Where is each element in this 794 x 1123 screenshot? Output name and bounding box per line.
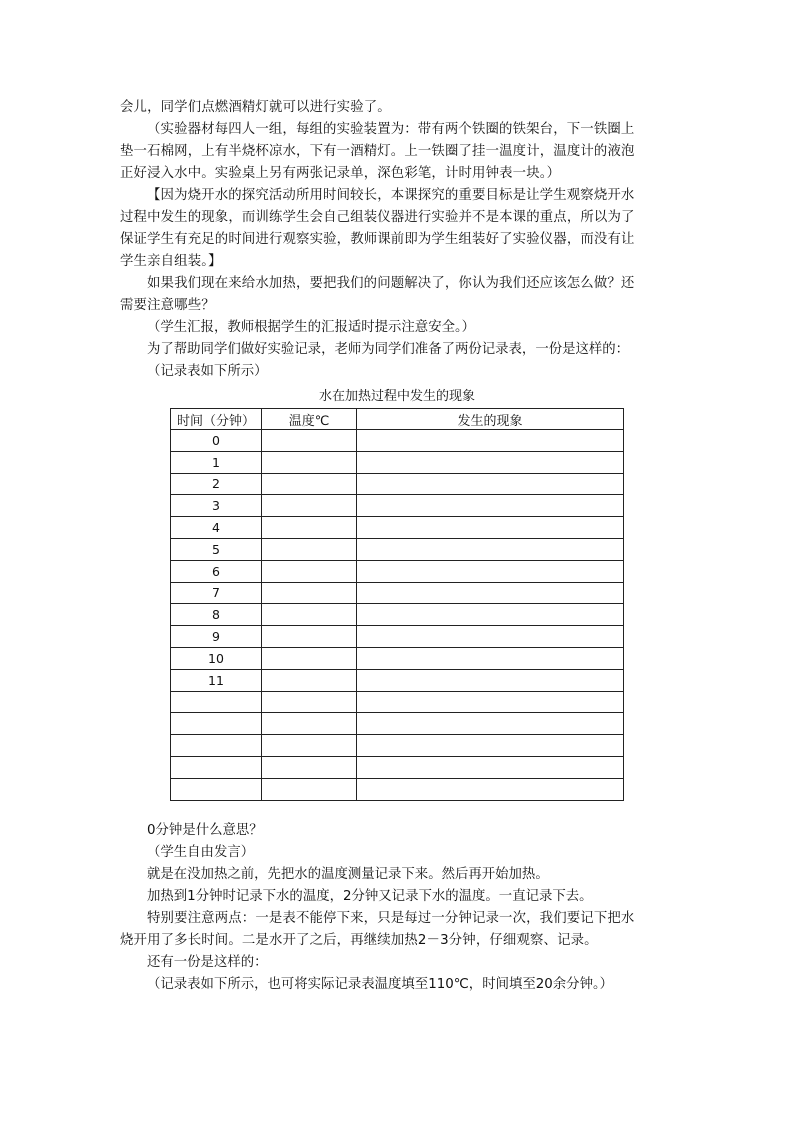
phenomenon-cell bbox=[357, 451, 624, 473]
table-row bbox=[171, 517, 624, 539]
paragraph-student-report: （学生汇报，教师根据学生的汇报适时提示注意安全。） bbox=[147, 320, 476, 335]
temperature-cell bbox=[262, 691, 357, 713]
paragraph-equipment: （实验器材每四人一组，每组的实验装置为：带有两个铁圈的铁架台，下一铁圈上垫一石棉网，上有半烧杯凉水，下有一酒精灯。上一铁圈了挂一温度计，温度计的液泡正好浸入水中。实验桌上另有两张记录单，深色彩笔，计时用钟表一块。） bbox=[120, 122, 635, 181]
time-cell bbox=[171, 778, 262, 800]
time-cell: 9 bbox=[171, 626, 262, 648]
table-row bbox=[171, 451, 624, 473]
time-cell: 1 bbox=[171, 451, 262, 473]
temperature-cell bbox=[262, 647, 357, 669]
time-cell bbox=[171, 713, 262, 735]
header-time: 时间（分钟） bbox=[171, 409, 262, 430]
time-cell: 8 bbox=[171, 604, 262, 626]
phenomenon-cell bbox=[357, 626, 624, 648]
time-cell bbox=[171, 756, 262, 778]
phenomenon-cell bbox=[357, 495, 624, 517]
table-header-row bbox=[171, 409, 624, 430]
paragraph-record-intro: 为了帮助同学们做好实验记录，老师为同学们准备了两份记录表，一份是这样的： bbox=[147, 342, 630, 357]
table-row bbox=[171, 430, 624, 452]
temperature-cell bbox=[262, 451, 357, 473]
time-cell bbox=[171, 735, 262, 757]
table-row bbox=[171, 735, 624, 757]
another-table-intro: 还有一份是这样的： bbox=[147, 955, 268, 970]
phenomenon-cell bbox=[357, 647, 624, 669]
time-cell: 5 bbox=[171, 538, 262, 560]
temperature-cell bbox=[262, 473, 357, 495]
phenomenon-cell bbox=[357, 560, 624, 582]
header-temperature: 温度℃ bbox=[262, 409, 357, 430]
time-cell: 2 bbox=[171, 473, 262, 495]
phenomenon-cell bbox=[357, 713, 624, 735]
answer-record-each-minute: 加热到1分钟时记录下水的温度，2分钟又记录下水的温度。一直记录下去。 bbox=[147, 889, 593, 904]
temperature-cell bbox=[262, 560, 357, 582]
phenomenon-cell bbox=[357, 735, 624, 757]
table-row bbox=[171, 560, 624, 582]
temperature-cell bbox=[262, 778, 357, 800]
time-cell: 0 bbox=[171, 430, 262, 452]
table-row bbox=[171, 756, 624, 778]
table-row bbox=[171, 626, 624, 648]
header-phenomenon: 发生的现象 bbox=[357, 409, 624, 430]
phenomenon-cell bbox=[357, 473, 624, 495]
time-cell: 7 bbox=[171, 582, 262, 604]
student-speak: （学生自由发言） bbox=[147, 845, 255, 860]
table-row bbox=[171, 538, 624, 560]
temperature-cell bbox=[262, 713, 357, 735]
phenomenon-cell bbox=[357, 582, 624, 604]
table-row bbox=[171, 691, 624, 713]
phenomenon-cell bbox=[357, 691, 624, 713]
temperature-cell bbox=[262, 626, 357, 648]
phenomenon-cell bbox=[357, 669, 624, 691]
temperature-cell bbox=[262, 604, 357, 626]
paragraph-note: 【因为烧开水的探究活动所用时间较长，本课探究的重要目标是让学生观察烧开水过程中发生的现象，而训练学生会自己组装仪器进行实验并不是本课的重点，所以为了保证学生有充足的时间进行观察实验，教师课前即为学生组装好了实验仪器，而没有让学生亲自组装。】 bbox=[120, 188, 635, 269]
temperature-cell bbox=[262, 495, 357, 517]
phenomenon-cell bbox=[357, 430, 624, 452]
paragraph-table-note: （记录表如下所示） bbox=[147, 364, 268, 379]
table-row bbox=[171, 473, 624, 495]
table-caption: 水在加热过程中发生的现象 bbox=[318, 389, 475, 404]
paragraph-intro: 会儿，同学们点燃酒精灯就可以进行实验了。 bbox=[120, 100, 391, 115]
another-table-note: （记录表如下所示，也可将实际记录表温度填至110℃，时间填至20余分钟。） bbox=[147, 977, 614, 992]
phenomenon-cell bbox=[357, 604, 624, 626]
time-cell bbox=[171, 691, 262, 713]
record-table bbox=[170, 408, 624, 801]
temperature-cell bbox=[262, 582, 357, 604]
phenomenon-cell bbox=[357, 778, 624, 800]
phenomenon-cell bbox=[357, 517, 624, 539]
table-row bbox=[171, 669, 624, 691]
time-cell: 11 bbox=[171, 669, 262, 691]
table-row bbox=[171, 495, 624, 517]
temperature-cell bbox=[262, 538, 357, 560]
question-zero-minute: 0分钟是什么意思？ bbox=[147, 823, 263, 838]
temperature-cell bbox=[262, 669, 357, 691]
time-cell: 3 bbox=[171, 495, 262, 517]
temperature-cell bbox=[262, 430, 357, 452]
answer-two-points: 特别要注意两点：一是表不能停下来，只是每过一分钟记录一次，我们要记下把水烧开用了多长时间。二是水开了之后，再继续加热2－3分钟，仔细观察、记录。 bbox=[120, 911, 635, 948]
temperature-cell bbox=[262, 756, 357, 778]
phenomenon-cell bbox=[357, 538, 624, 560]
table-row bbox=[171, 582, 624, 604]
phenomenon-cell bbox=[357, 756, 624, 778]
paragraph-question: 如果我们现在来给水加热，要把我们的问题解决了，你认为我们还应该怎么做？还需要注意哪些？ bbox=[120, 276, 635, 313]
table-row bbox=[171, 713, 624, 735]
table-row bbox=[171, 778, 624, 800]
table-body bbox=[171, 430, 624, 801]
table-row bbox=[171, 647, 624, 669]
time-cell: 10 bbox=[171, 647, 262, 669]
time-cell: 6 bbox=[171, 560, 262, 582]
table-row bbox=[171, 604, 624, 626]
time-cell: 4 bbox=[171, 517, 262, 539]
temperature-cell bbox=[262, 735, 357, 757]
answer-before-heating: 就是在没加热之前，先把水的温度测量记录下来。然后再开始加热。 bbox=[147, 867, 549, 882]
temperature-cell bbox=[262, 517, 357, 539]
